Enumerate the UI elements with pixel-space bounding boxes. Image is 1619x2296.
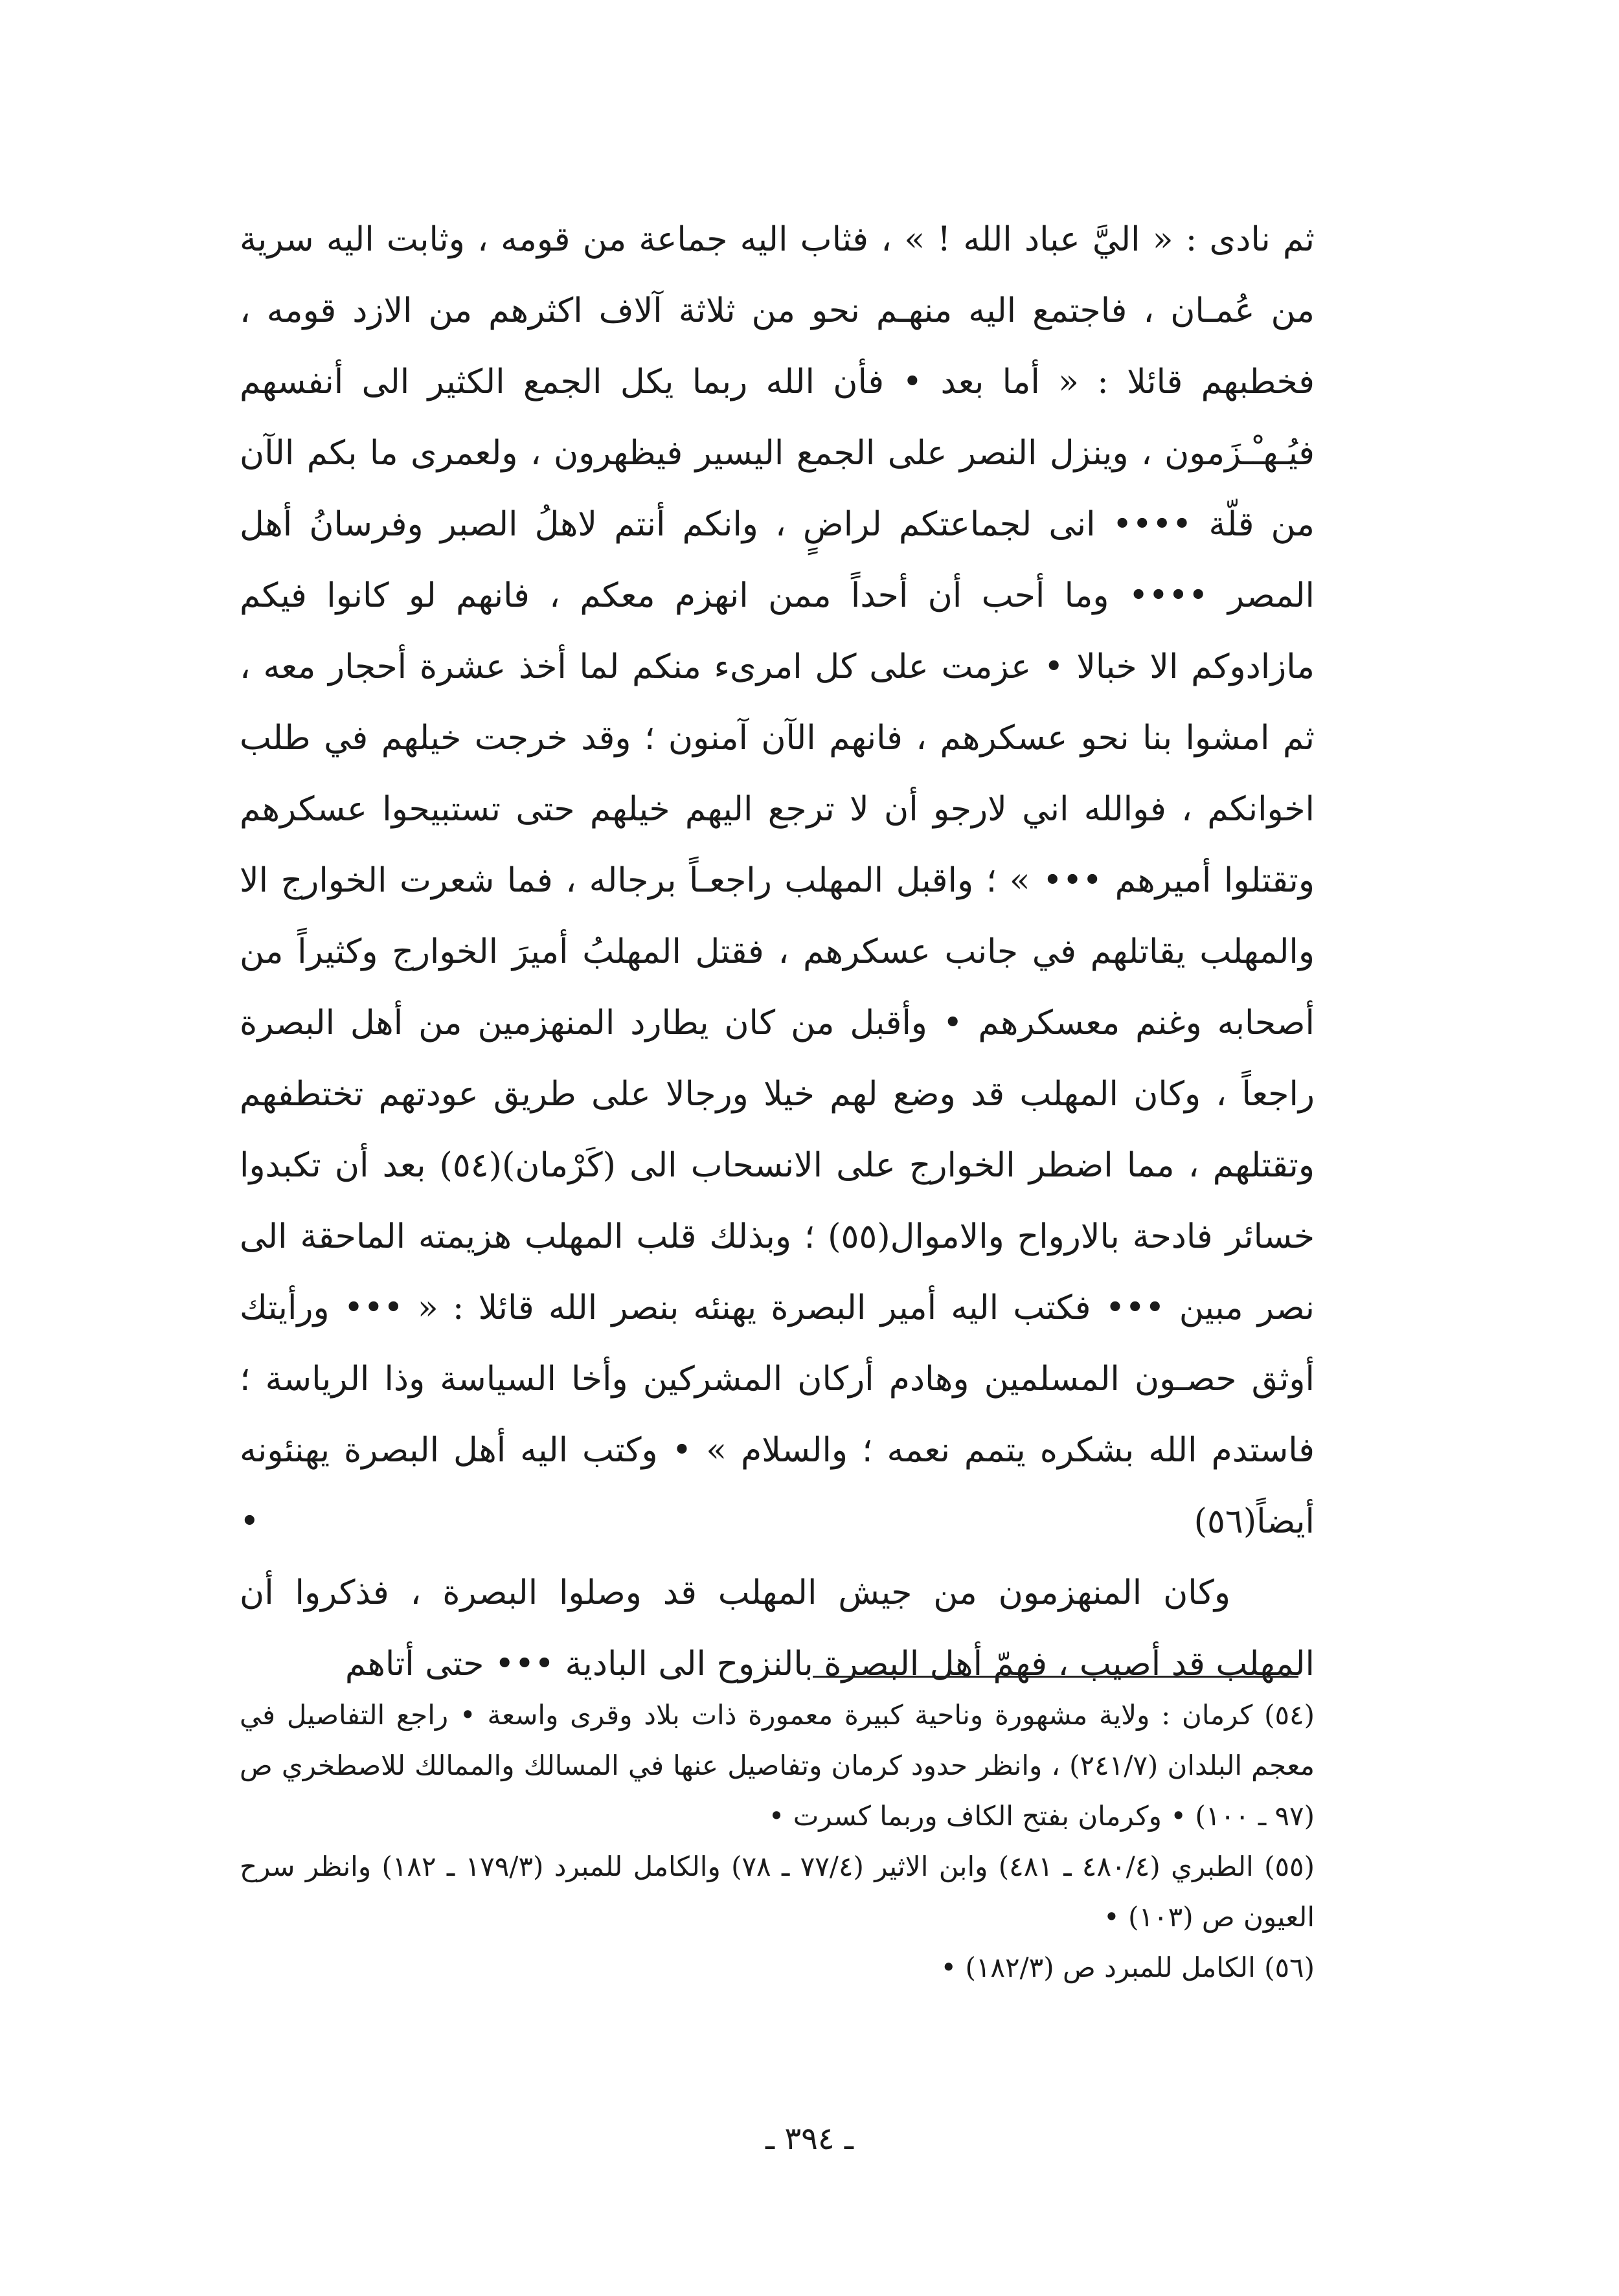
footnotes bbox=[240, 1690, 1315, 1993]
paragraph-1: ثم نادى : « اليَّ عباد الله ! » ، فثاب اليه جماعة من قومه ، وثابت اليه سرية من عُمـان ، فاجتمع اليه منهـم نحو من ثلاثة آلاف اكثرهم من الازد قومه ، فخطبهم قائلا : « أما بعد • فأن الله ربما يكل الجمع الكثير الى أنفسهم فيُـهـْـزَمون ، وينزل النصر على الجمع اليسير فيظهرون ، ولعمرى ما بكم الآن من قلّة •••• انى لجماعتكم لراضٍ ، وانكم أنتم لاهلُ الصبر وفرسانُ أهل المصر •••• وما أحب أن أحداً ممن انهزم معكم ، فانهم لو كانوا فيكم مازادوكم الا خبالا • عزمت على كل امرىء منكم لما أخذ عشرة أحجار معه ، ثم امشوا بنا نحو عسكرهم ، فانهم الآن آمنون ؛ وقد خرجت خيلهم في طلب اخوانكم ، فوالله اني لارجو أن لا ترجع اليهم خيلهم حتى تستبيحوا عسكرهم وتقتلوا أميرهم ••• » ؛ واقبل المهلب راجعـاً برجاله ، فما شعرت الخوارج الا والمهلب يقاتلهم في جانب عسكرهم ، فقتل المهلبُ أميرَ الخوارج وكثيراً من أصحابه وغنم معسكرهم • وأقبل من كان يطارد المنهزمين من أهل البصرة راجعاً ، وكان المهلب قد وضع لهم خيلا ورجالا على طريق عودتهم تختطفهم وتقتلهم ، مما اضطر الخوارج على الانسحاب الى (كَرْمان)(٥٤) بعد أن تكبدوا خسائر فادحة بالارواح والاموال(٥٥) ؛ وبذلك قلب المهلب هزيمته الماحقة الى نصر مبين ••• فكتب اليه أمير البصرة يهنئه بنصر الله قائلا : « ••• ورأيتك أوثق حصـون المسلمين وهادم أركان المشركين وأخا السياسة وذا الرياسة ؛ فاستدم الله بشكره يتمم نعمه ؛ والسلام » • وكتب اليه أهل البصرة يهنئونه أيضاً(٥٦) • bbox=[240, 220, 1315, 1541]
footnote-divider bbox=[813, 1676, 1298, 1678]
page-number: ـ ٣٩٤ ـ bbox=[765, 2121, 854, 2157]
footnote-56: (٥٦) الكامل للمبرد ص (١٨٢/٣) • bbox=[940, 1952, 1315, 1983]
paragraph-2: وكان المنهزمون من جيش المهلب قد وصلوا البصرة ، فذكروا أن المهلب قد أصيب ، فهمّ أهل البصرة بالنزوح الى البادية ••• حتى أتاهم bbox=[240, 1573, 1315, 1683]
footnote-55: (٥٥) الطبري (٤٨٠/٤ ـ ٤٨١) وابن الاثير (٧٧/٤ ـ ٧٨) والكامل للمبرد (١٧٩/٣ ـ ١٨٢) وانظر سرح العيون ص (١٠٣) • bbox=[240, 1851, 1315, 1933]
main-text bbox=[240, 204, 1315, 1700]
footnote-54: (٥٤) كرمان : ولاية مشهورة وناحية كبيرة معمورة ذات بلاد وقرى واسعة • راجع التفاصيل في معجم البلدان (٢٤١/٧) ، وانظر حدود كرمان وتفاصيل عنها في المسالك والممالك للاصطخري ص (٩٧ ـ ١٠٠) • وكرمان بفتح الكاف وربما كسرت • bbox=[240, 1699, 1315, 1832]
